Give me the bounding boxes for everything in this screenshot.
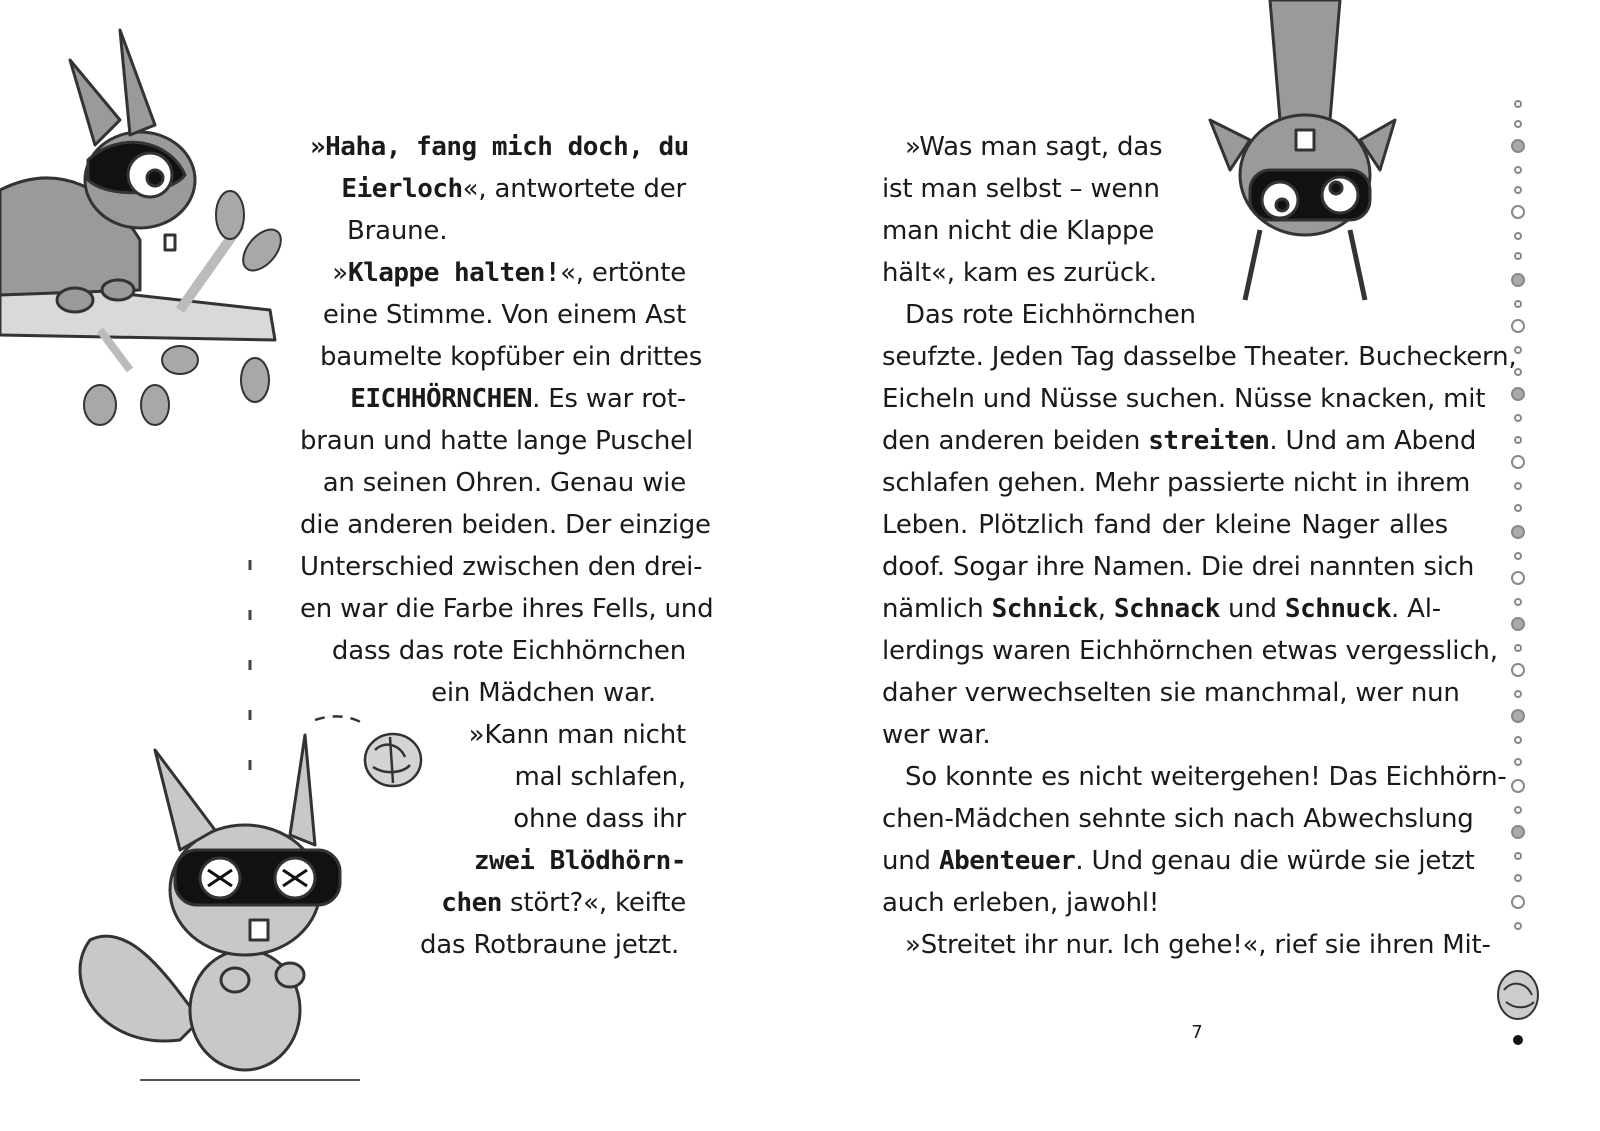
text-line: So konnte es nicht weitergehen! Das Eichhörn- (905, 762, 1507, 792)
text-line: zwei Blödhörn- (473, 846, 686, 876)
text-line: en war die Farbe ihres Fells, und (300, 594, 714, 624)
text-line: ist man selbst – wenn (882, 174, 1160, 204)
walnut-icon (355, 725, 435, 795)
text-line: man nicht die Klappe (882, 216, 1155, 246)
squirrel-hanging-upside-down-icon (1190, 0, 1420, 310)
text-line: die anderen beiden. Der einzige (300, 510, 711, 540)
text-line: wer war. (882, 720, 991, 750)
text-line: EICHHÖRNCHEN. Es war rot- (350, 384, 686, 414)
text-line: an seinen Ohren. Genau wie (322, 468, 686, 498)
text-line: Unterschied zwischen den drei- (300, 552, 703, 582)
text-line: schlafen gehen. Mehr passierte nicht in ihrem (882, 468, 1471, 498)
text-line: Das rote Eichhörnchen (905, 300, 1196, 330)
text-line: Eierloch«, antwortete der (341, 174, 686, 204)
text-line: auch erleben, jawohl! (882, 888, 1160, 918)
text-line: »Haha, fang mich doch, du (310, 132, 689, 162)
text-line: und Abenteuer. Und genau die würde sie jetzt (882, 846, 1475, 876)
text-line: »Klappe halten!«, ertönte (332, 258, 686, 288)
text-line: »Streitet ihr nur. Ich gehe!«, rief sie ihren Mit- (905, 930, 1491, 960)
text-line: chen-Mädchen sehnte sich nach Abwechslung (882, 804, 1474, 834)
squirrel-on-branch-icon (0, 10, 300, 430)
text-line: nämlich Schnick, Schnack und Schnuck. Al- (882, 594, 1441, 624)
text-line: ohne dass ihr (513, 804, 686, 834)
text-line: baumelte kopfüber ein drittes (320, 342, 703, 372)
text-line: daher verwechselten sie manchmal, wer nun (882, 678, 1460, 708)
text-line: seufzte. Jeden Tag dasselbe Theater. Bucheckern, (882, 342, 1517, 372)
text-line: ein Mädchen war. (431, 678, 656, 708)
text-line: braun und hatte lange Puschel (300, 426, 693, 456)
text-line: Leben. Plötzlich fand der kleine Nager alles (882, 510, 1448, 540)
page-number: 7 (1191, 1022, 1203, 1043)
text-line: Braune. (347, 216, 448, 246)
text-line: dass das rote Eichhörnchen (331, 636, 686, 666)
text-line: »Kann man nicht (468, 720, 686, 750)
text-line: das Rotbraune jetzt. (420, 930, 680, 960)
text-line: Eicheln und Nüsse suchen. Nüsse knacken, mit (882, 384, 1486, 414)
dotted-vine-border-icon (1500, 90, 1540, 1060)
squirrel-masked-angry-icon (60, 720, 360, 1100)
text-line: lerdings waren Eichhörnchen etwas vergesslich, (882, 636, 1498, 666)
text-line: eine Stimme. Von einem Ast (322, 300, 686, 330)
text-line: doof. Sogar ihre Namen. Die drei nannten sich (882, 552, 1475, 582)
text-line: den anderen beiden streiten. Und am Abend (882, 426, 1477, 456)
text-line: mal schlafen, (514, 762, 686, 792)
text-line: »Was man sagt, das (905, 132, 1163, 162)
text-line: hält«, kam es zurück. (882, 258, 1157, 288)
text-line: chen stört?«, keifte (441, 888, 686, 918)
